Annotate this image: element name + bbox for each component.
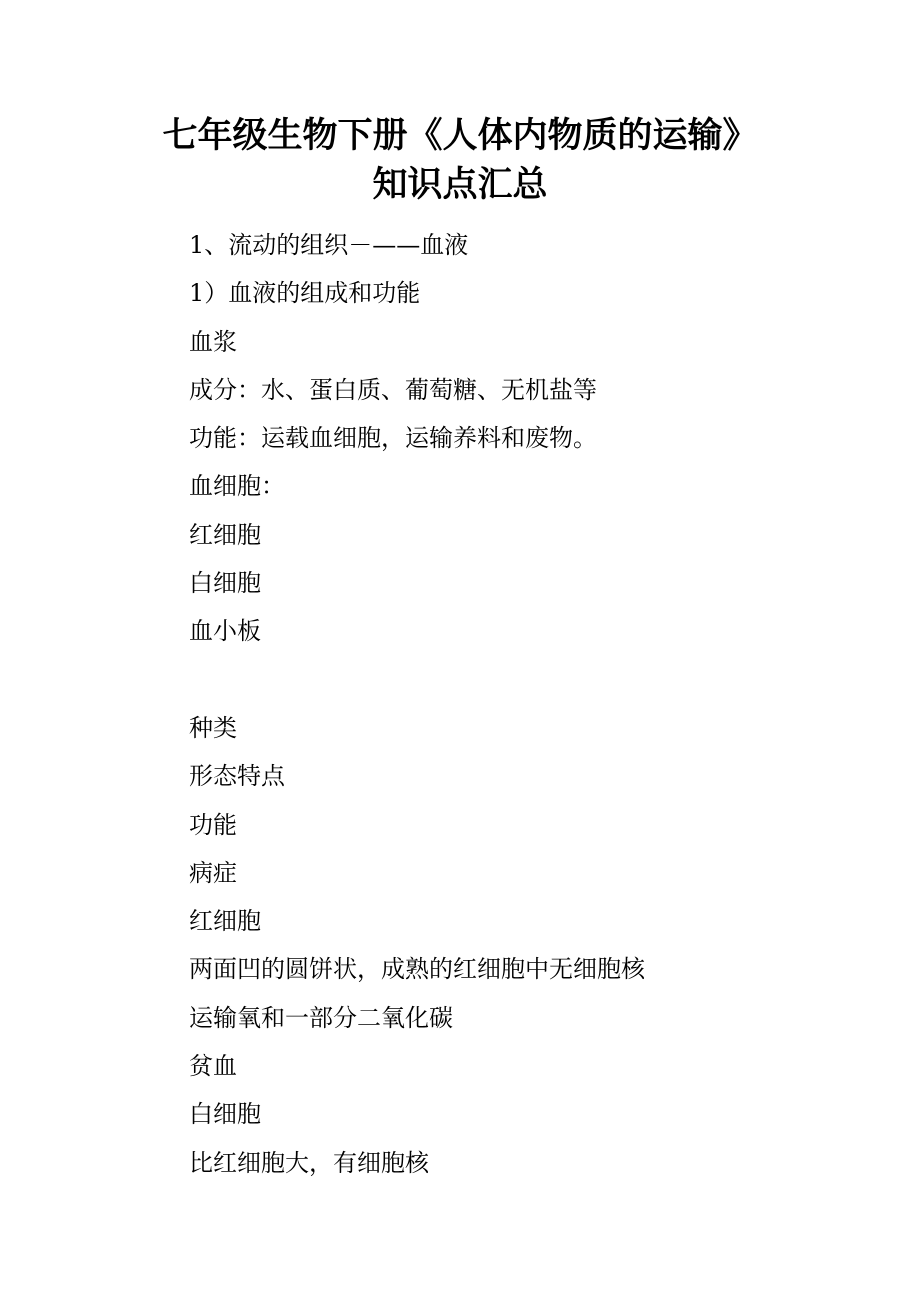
table-cell-red-cell-disease: 贫血 (189, 1052, 237, 1081)
table-cell-white-cell-morphology: 比红细胞大，有细胞核 (189, 1148, 429, 1177)
text-line-blood-cells: 血细胞： (189, 472, 285, 501)
section-heading-blood: 1、流动的组织－——血液 (189, 231, 469, 259)
table-cell-white-cell: 白细胞 (189, 1100, 261, 1129)
table-cell-red-cell-function: 运输氧和一部分二氧化碳 (189, 1003, 453, 1032)
subsection-heading-composition: 1）血液的组成和功能 (189, 279, 421, 308)
text-line-plasma: 血浆 (189, 327, 237, 356)
table-cell-red-cell: 红细胞 (189, 907, 261, 936)
table-cell-function-header: 功能 (189, 810, 237, 839)
text-line-platelet: 血小板 (189, 617, 261, 646)
table-cell-red-cell-morphology: 两面凹的圆饼状，成熟的红细胞中无细胞核 (189, 955, 645, 984)
text-line-red-cell: 红细胞 (189, 520, 261, 549)
document-title-line-2: 知识点汇总 (372, 164, 548, 205)
text-line-plasma-function: 功能：运载血细胞，运输养料和废物。 (189, 424, 597, 453)
table-cell-disease-header: 病症 (189, 858, 237, 887)
text-line-plasma-components: 成分：水、蛋白质、葡萄糖、无机盐等 (189, 375, 597, 404)
table-cell-morphology-header: 形态特点 (189, 762, 285, 791)
document-title-line-1: 七年级生物下册《人体内物质的运输》 (162, 115, 758, 156)
blank-line (189, 661, 869, 709)
document-body (189, 226, 869, 1192)
table-cell-type-header: 种类 (189, 713, 237, 742)
text-line-white-cell: 白细胞 (189, 569, 261, 598)
